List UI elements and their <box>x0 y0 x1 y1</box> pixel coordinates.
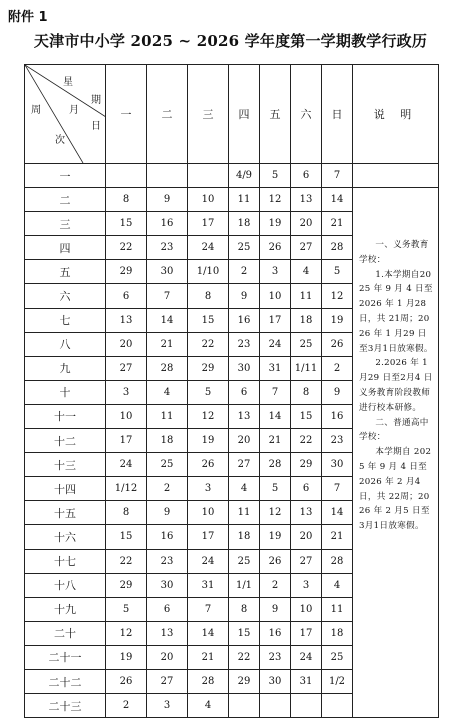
date-cell: 12 <box>322 284 353 308</box>
date-cell <box>229 694 260 718</box>
week-number-cell: 八 <box>25 332 106 356</box>
note-paragraph: 一、义务教育学校： <box>359 240 429 265</box>
date-cell: 3 <box>147 694 188 718</box>
date-cell: 8 <box>291 380 322 404</box>
date-cell <box>147 164 188 188</box>
attachment-label: 附件 1 <box>8 10 48 25</box>
date-cell: 21 <box>322 525 353 549</box>
date-cell: 26 <box>106 669 147 693</box>
date-cell: 10 <box>291 597 322 621</box>
date-cell: 22 <box>106 236 147 260</box>
week-number-cell: 十六 <box>25 525 106 549</box>
date-cell: 7 <box>147 284 188 308</box>
date-cell: 6 <box>291 164 322 188</box>
date-cell: 19 <box>260 212 291 236</box>
date-cell <box>291 694 322 718</box>
corner-label-yue: 月 <box>69 105 79 116</box>
date-cell: 1/10 <box>188 260 229 284</box>
date-cell: 2 <box>260 573 291 597</box>
week-number-cell: 六 <box>25 284 106 308</box>
date-cell: 16 <box>147 212 188 236</box>
note-paragraph: 1.本学期自2025 年 9 月 4 日至 2026 年 1 月28 日，共 21周；2026 年 1 月29 日至3月1日放寒假。 <box>359 269 433 354</box>
date-cell <box>322 694 353 718</box>
date-cell: 19 <box>188 429 229 453</box>
week-number-cell: 七 <box>25 308 106 332</box>
date-cell: 10 <box>188 501 229 525</box>
date-cell: 20 <box>291 525 322 549</box>
corner-label-zhou: 周 <box>31 105 41 116</box>
date-cell: 27 <box>106 356 147 380</box>
date-cell: 15 <box>291 404 322 428</box>
week-number-cell: 二十二 <box>25 669 106 693</box>
date-cell: 7 <box>322 477 353 501</box>
date-cell <box>106 164 147 188</box>
day-header: 三 <box>188 65 229 164</box>
date-cell: 8 <box>188 284 229 308</box>
date-cell: 28 <box>147 356 188 380</box>
date-cell: 2 <box>106 694 147 718</box>
date-cell: 20 <box>106 332 147 356</box>
corner-label-qi: 期 <box>91 95 101 106</box>
week-number-cell: 二 <box>25 188 106 212</box>
date-cell: 27 <box>291 236 322 260</box>
date-cell: 4/9 <box>229 164 260 188</box>
date-cell: 5 <box>322 260 353 284</box>
date-cell: 26 <box>188 453 229 477</box>
date-cell: 15 <box>106 525 147 549</box>
date-cell: 3 <box>106 380 147 404</box>
date-cell: 23 <box>229 332 260 356</box>
date-cell: 22 <box>188 332 229 356</box>
date-cell: 24 <box>260 332 291 356</box>
date-cell: 23 <box>147 549 188 573</box>
corner-label-star: 星 <box>63 77 73 88</box>
date-cell: 13 <box>229 404 260 428</box>
date-cell: 22 <box>229 645 260 669</box>
date-cell: 13 <box>147 621 188 645</box>
week-number-cell: 十八 <box>25 573 106 597</box>
date-cell: 4 <box>229 477 260 501</box>
day-header: 五 <box>260 65 291 164</box>
date-cell: 14 <box>147 308 188 332</box>
day-header: 二 <box>147 65 188 164</box>
date-cell: 3 <box>291 573 322 597</box>
date-cell: 29 <box>229 669 260 693</box>
date-cell: 26 <box>260 236 291 260</box>
date-cell: 2 <box>322 356 353 380</box>
date-cell: 16 <box>322 404 353 428</box>
date-cell: 9 <box>147 501 188 525</box>
note-paragraph: 2.2026 年 1 月29 日至2月4 日义务教育阶段教师进行校本研修。 <box>359 358 433 413</box>
date-cell: 12 <box>260 188 291 212</box>
date-cell: 1/12 <box>106 477 147 501</box>
day-header: 一 <box>106 65 147 164</box>
date-cell: 10 <box>260 284 291 308</box>
date-cell: 12 <box>260 501 291 525</box>
date-cell: 17 <box>291 621 322 645</box>
date-cell: 18 <box>291 308 322 332</box>
week-number-cell: 十七 <box>25 549 106 573</box>
date-cell: 1/1 <box>229 573 260 597</box>
date-cell: 20 <box>291 212 322 236</box>
page-title: 天津市中小学 2025 ~ 2026 学年度第一学期教学行政历 <box>33 32 428 50</box>
date-cell: 26 <box>260 549 291 573</box>
date-cell: 6 <box>106 284 147 308</box>
week-number-cell: 十九 <box>25 597 106 621</box>
date-cell: 31 <box>260 356 291 380</box>
date-cell: 15 <box>106 212 147 236</box>
date-cell: 4 <box>188 694 229 718</box>
day-header: 日 <box>322 65 353 164</box>
date-cell: 4 <box>322 573 353 597</box>
date-cell: 28 <box>322 549 353 573</box>
date-cell: 14 <box>322 501 353 525</box>
week-number-cell: 十 <box>25 380 106 404</box>
date-cell: 22 <box>291 429 322 453</box>
date-cell: 30 <box>260 669 291 693</box>
note-paragraph: 本学期自 2025 年 9 月 4 日至 2026 年 2 月4 日，共 22周；2026 年 2 月5 日至3月1日放寒假。 <box>359 447 432 532</box>
date-cell: 18 <box>229 525 260 549</box>
date-cell: 4 <box>147 380 188 404</box>
date-cell: 1/2 <box>322 669 353 693</box>
date-cell: 5 <box>106 597 147 621</box>
date-cell: 12 <box>106 621 147 645</box>
date-cell: 2 <box>147 477 188 501</box>
date-cell: 24 <box>106 453 147 477</box>
date-cell: 6 <box>291 477 322 501</box>
corner-header-cell <box>25 65 106 164</box>
date-cell: 27 <box>147 669 188 693</box>
date-cell: 18 <box>229 212 260 236</box>
date-cell: 27 <box>291 549 322 573</box>
date-cell: 31 <box>291 669 322 693</box>
date-cell: 17 <box>260 308 291 332</box>
week-number-cell: 一 <box>25 164 106 188</box>
week-number-cell: 三 <box>25 212 106 236</box>
date-cell: 19 <box>322 308 353 332</box>
date-cell: 14 <box>188 621 229 645</box>
date-cell: 24 <box>291 645 322 669</box>
date-cell: 29 <box>106 573 147 597</box>
date-cell: 8 <box>106 501 147 525</box>
date-cell: 22 <box>106 549 147 573</box>
date-cell: 2 <box>229 260 260 284</box>
table-row <box>25 188 439 212</box>
week-number-cell: 十五 <box>25 501 106 525</box>
notes-header: 说 明 <box>353 65 439 164</box>
calendar-table <box>24 64 439 718</box>
date-cell: 9 <box>260 597 291 621</box>
date-cell: 9 <box>147 188 188 212</box>
date-cell: 5 <box>260 477 291 501</box>
date-cell: 7 <box>260 380 291 404</box>
date-cell: 18 <box>322 621 353 645</box>
date-cell: 25 <box>291 332 322 356</box>
date-cell: 16 <box>147 525 188 549</box>
date-cell: 30 <box>322 453 353 477</box>
date-cell: 25 <box>229 236 260 260</box>
date-cell: 29 <box>106 260 147 284</box>
notes-blank-cell <box>353 164 439 188</box>
date-cell: 10 <box>188 188 229 212</box>
week-number-cell: 二十三 <box>25 694 106 718</box>
week-number-cell: 十一 <box>25 404 106 428</box>
date-cell: 24 <box>188 549 229 573</box>
date-cell: 13 <box>291 501 322 525</box>
date-cell: 25 <box>322 645 353 669</box>
date-cell: 27 <box>229 453 260 477</box>
date-cell: 7 <box>322 164 353 188</box>
date-cell: 8 <box>229 597 260 621</box>
date-cell: 3 <box>188 477 229 501</box>
date-cell: 30 <box>147 573 188 597</box>
date-cell: 17 <box>188 212 229 236</box>
date-cell: 13 <box>291 188 322 212</box>
date-cell: 14 <box>322 188 353 212</box>
week-number-cell: 二十 <box>25 621 106 645</box>
day-header: 四 <box>229 65 260 164</box>
date-cell: 10 <box>106 404 147 428</box>
note-paragraph: 二、普通高中学校： <box>359 417 429 443</box>
date-cell <box>260 694 291 718</box>
week-number-cell: 二十一 <box>25 645 106 669</box>
date-cell: 30 <box>147 260 188 284</box>
date-cell: 9 <box>322 380 353 404</box>
date-cell: 29 <box>188 356 229 380</box>
date-cell: 13 <box>106 308 147 332</box>
date-cell: 24 <box>188 236 229 260</box>
date-cell: 3 <box>260 260 291 284</box>
date-cell: 1/11 <box>291 356 322 380</box>
date-cell: 11 <box>229 501 260 525</box>
date-cell: 5 <box>260 164 291 188</box>
week-number-cell: 九 <box>25 356 106 380</box>
date-cell: 21 <box>147 332 188 356</box>
date-cell: 21 <box>188 645 229 669</box>
corner-label-ci: 次 <box>55 135 65 146</box>
date-cell: 6 <box>147 597 188 621</box>
date-cell: 28 <box>260 453 291 477</box>
date-cell: 25 <box>147 453 188 477</box>
date-cell: 29 <box>291 453 322 477</box>
date-cell: 15 <box>229 621 260 645</box>
date-cell <box>188 164 229 188</box>
date-cell: 25 <box>229 549 260 573</box>
date-cell: 30 <box>229 356 260 380</box>
date-cell: 14 <box>260 404 291 428</box>
day-header: 六 <box>291 65 322 164</box>
date-cell: 23 <box>260 645 291 669</box>
date-cell: 15 <box>188 308 229 332</box>
date-cell: 6 <box>229 380 260 404</box>
date-cell: 19 <box>260 525 291 549</box>
date-cell: 17 <box>106 429 147 453</box>
table-row <box>25 164 439 188</box>
week-number-cell: 五 <box>25 260 106 284</box>
date-cell: 23 <box>147 236 188 260</box>
date-cell: 28 <box>322 236 353 260</box>
week-number-cell: 十二 <box>25 429 106 453</box>
week-number-cell: 十四 <box>25 477 106 501</box>
date-cell: 12 <box>188 404 229 428</box>
date-cell: 20 <box>147 645 188 669</box>
date-cell: 5 <box>188 380 229 404</box>
date-cell: 20 <box>229 429 260 453</box>
date-cell: 18 <box>147 429 188 453</box>
date-cell: 11 <box>291 284 322 308</box>
corner-label-ri: 日 <box>91 121 101 132</box>
date-cell: 4 <box>291 260 322 284</box>
week-number-cell: 四 <box>25 236 106 260</box>
date-cell: 11 <box>322 597 353 621</box>
date-cell: 26 <box>322 332 353 356</box>
header-row <box>25 65 439 164</box>
week-number-cell: 十三 <box>25 453 106 477</box>
date-cell: 28 <box>188 669 229 693</box>
date-cell: 21 <box>260 429 291 453</box>
date-cell: 17 <box>188 525 229 549</box>
date-cell: 21 <box>322 212 353 236</box>
date-cell: 19 <box>106 645 147 669</box>
date-cell: 8 <box>106 188 147 212</box>
date-cell: 11 <box>229 188 260 212</box>
date-cell: 7 <box>188 597 229 621</box>
notes-cell <box>353 188 439 718</box>
date-cell: 31 <box>188 573 229 597</box>
date-cell: 23 <box>322 429 353 453</box>
date-cell: 16 <box>229 308 260 332</box>
calendar-body <box>25 164 439 718</box>
date-cell: 16 <box>260 621 291 645</box>
date-cell: 9 <box>229 284 260 308</box>
date-cell: 11 <box>147 404 188 428</box>
